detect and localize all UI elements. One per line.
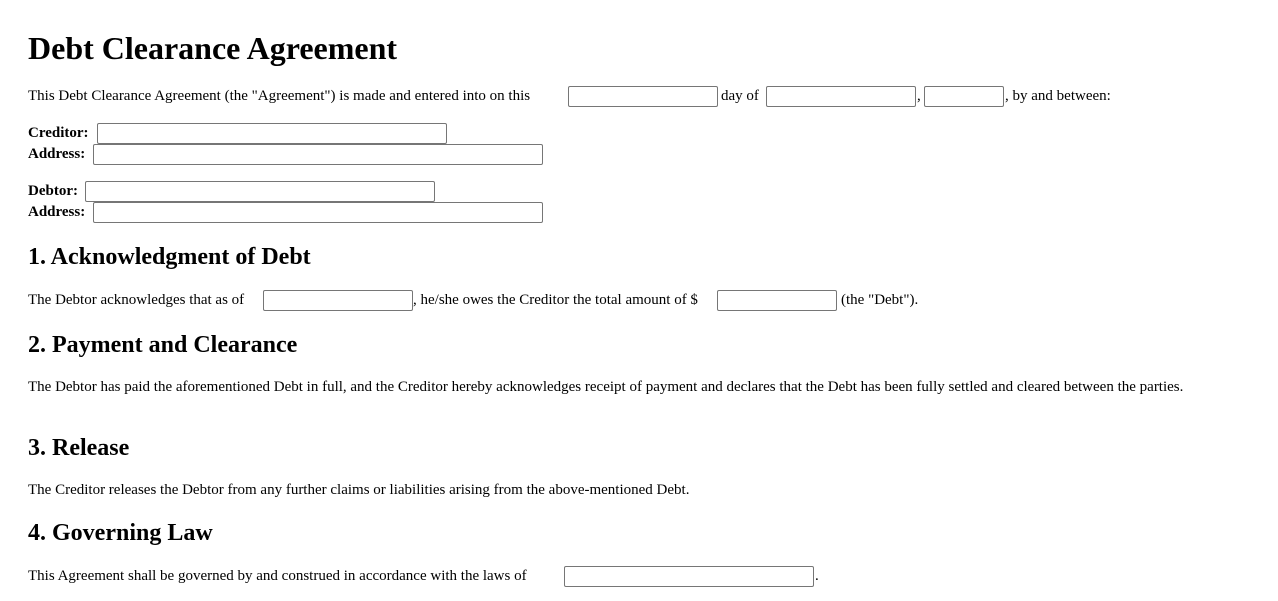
debtor-address-input[interactable] xyxy=(93,202,543,223)
debtor-input[interactable] xyxy=(85,181,435,202)
section-1-text-start: The Debtor acknowledges that as of xyxy=(28,292,245,308)
section-1-heading: 1. Acknowledgment of Debt xyxy=(28,244,311,270)
section-4-heading: 4. Governing Law xyxy=(28,520,213,546)
debtor-label: Debtor: xyxy=(28,183,78,199)
creditor-input[interactable] xyxy=(97,123,447,144)
section-2-text: The Debtor has paid the aforementioned Debt in full, and the Creditor hereby acknowledges receipt of payment and declares that the Debt has been fully settled and cleared between the parties. xyxy=(28,379,1184,395)
section-3-text: The Creditor releases the Debtor from any further claims or liabilities arising from the above-mentioned Debt. xyxy=(28,482,690,498)
section-3-heading: 3. Release xyxy=(28,435,130,461)
section-1-text-end: (the "Debt"). xyxy=(841,292,919,308)
creditor-address-input[interactable] xyxy=(93,144,543,165)
jurisdiction-input[interactable] xyxy=(564,566,814,587)
section-4-text: This Agreement shall be governed by and construed in accordance with the laws of xyxy=(28,568,527,584)
section-2-heading: 2. Payment and Clearance xyxy=(28,332,298,358)
section-1-text-mid: , he/she owes the Creditor the total amount of $ xyxy=(413,292,698,308)
section-4-period: . xyxy=(815,568,819,584)
year-input[interactable] xyxy=(924,86,1004,107)
comma-text: , xyxy=(917,88,921,104)
creditor-label: Creditor: xyxy=(28,125,89,141)
intro-text: This Debt Clearance Agreement (the "Agreement") is made and entered into on this xyxy=(28,88,531,104)
debt-date-input[interactable] xyxy=(263,290,413,311)
debt-amount-input[interactable] xyxy=(717,290,837,311)
creditor-address-label: Address: xyxy=(28,146,86,162)
page-title: Debt Clearance Agreement xyxy=(28,30,398,66)
by-and-between-text: , by and between: xyxy=(1005,88,1111,104)
day-of-text: day of xyxy=(721,88,759,104)
debtor-address-label: Address: xyxy=(28,204,86,220)
month-input[interactable] xyxy=(766,86,916,107)
day-input[interactable] xyxy=(568,86,718,107)
